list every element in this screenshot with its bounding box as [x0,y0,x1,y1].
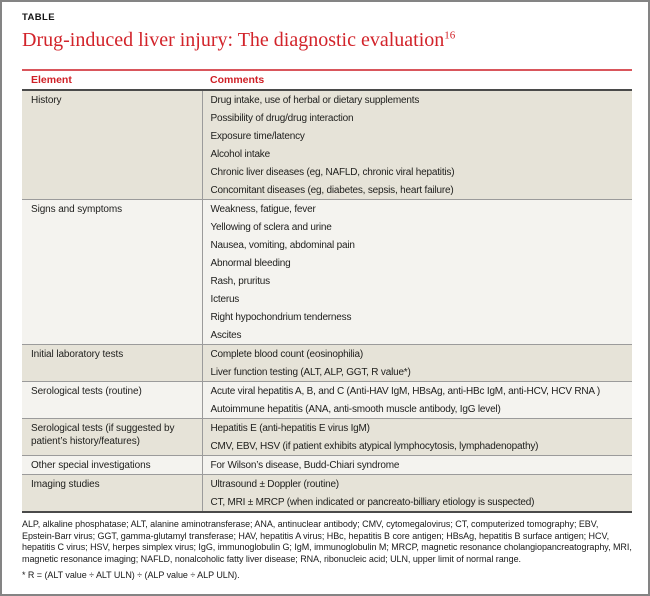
abbreviations-footnote: ALP, alkaline phosphatase; ALT, alanine aminotransferase; ANA, antinuclear antibody; CMV, cytomegalovirus; CT, computerized tomography; EBV, Epstein-Barr virus; GGT, gamma-glutamyl transferase; HAV, hepatitis A virus; HBc, hepatitis B core antigen; HBsAg, hepatitis B surface antigen; HCV, hepatitis C virus; HSV, herpes simplex virus; IgG, immunoglobulin G; IgM, immunoglobulin M; MRCP, magnetic resonance cholangiopancreatography, MRI, magnetic resonance imaging; NAFLD, nonalcoholic fatty liver disease; RNA, ribonucleic acid; ULN, upper limit of normal range. [22,519,632,564]
comment-line: Autoimmune hepatitis (ANA, anti-smooth muscle antibody, IgG level) [210,404,501,415]
table-row-other-special-investigations [22,456,632,475]
comment-line: Possibility of drug/drug interaction [210,113,354,124]
comment-line: Weakness, fatigue, fever [210,204,316,215]
element-cell: Other special investigations [31,460,151,471]
comment-line: Drug intake, use of herbal or dietary supplements [210,95,420,106]
element-cell: Imaging studies [31,479,100,490]
comment-line: CT, MRI ± MRCP (when indicated or pancreato-billiary etiology is suspected) [210,497,535,508]
comment-line: Nausea, vomiting, abdominal pain [210,240,355,251]
r-value-footnote: * R = (ALT value ÷ ALT ULN) ÷ (ALP value ÷ ALP ULN). [22,570,240,580]
page-title-text: Drug-induced liver injury: The diagnostic evaluation [22,29,445,51]
comments-cell [202,456,632,475]
comment-line: Exposure time/latency [210,131,305,142]
comment-line: Concomitant diseases (eg, diabetes, sepsis, heart failure) [210,185,454,196]
comments-cell [202,475,632,513]
table-row-imaging-studies [22,475,632,513]
page-title [22,27,628,53]
element-cell: Initial laboratory tests [31,349,124,360]
comment-line: Hepatitis E (anti-hepatitis E virus IgM) [210,423,370,434]
comments-cell [202,345,632,382]
table-row-serological-tests-suggested [22,419,632,456]
table-row-signs-and-symptoms [22,200,632,345]
element-cell: Serological tests (if suggested by patient’s history/features) [31,423,175,447]
comment-line: Rash, pruritus [210,276,270,287]
comments-cell [202,419,632,456]
comment-line: Alcohol intake [210,149,270,160]
comments-cell [202,90,632,200]
title-reference-number: 16 [444,29,456,42]
table-row-history [22,90,632,200]
comment-line: Abnormal bleeding [210,258,291,269]
table-row-serological-tests-routine [22,382,632,419]
table-row-initial-laboratory-tests [22,345,632,382]
comment-line: Ultrasound ± Doppler (routine) [210,479,339,490]
comment-line: Yellowing of sclera and urine [210,222,332,233]
comment-line: Liver function testing (ALT, ALP, GGT, R value*) [210,367,411,378]
comment-line: For Wilson’s disease, Budd-Chiari syndrome [210,460,400,471]
comment-line: Icterus [210,294,240,305]
comment-line: Acute viral hepatitis A, B, and C (Anti-HAV IgM, HBsAg, anti-HBc IgM, anti-HCV, HCV RNA ) [210,386,601,397]
comment-line: Chronic liver diseases (eg, NAFLD, chronic viral hepatitis) [210,167,455,178]
comments-cell [202,382,632,419]
element-cell: History [31,95,62,106]
comment-line: Right hypochondrium tenderness [210,312,352,323]
table-kicker: TABLE [22,12,55,23]
table-header-row [22,70,632,90]
comment-line: Complete blood count (eosinophilia) [210,349,364,360]
element-cell: Serological tests (routine) [31,386,142,397]
comment-line: CMV, EBV, HSV (if patient exhibits atypical lymphocytosis, lymphadenopathy) [210,441,539,452]
comments-cell [202,200,632,345]
element-cell: Signs and symptoms [31,204,123,215]
diagnostic-evaluation-table [22,69,632,513]
comment-line: Ascites [210,330,242,341]
column-header-comments: Comments [202,70,632,90]
column-header-element: Element [22,70,202,90]
